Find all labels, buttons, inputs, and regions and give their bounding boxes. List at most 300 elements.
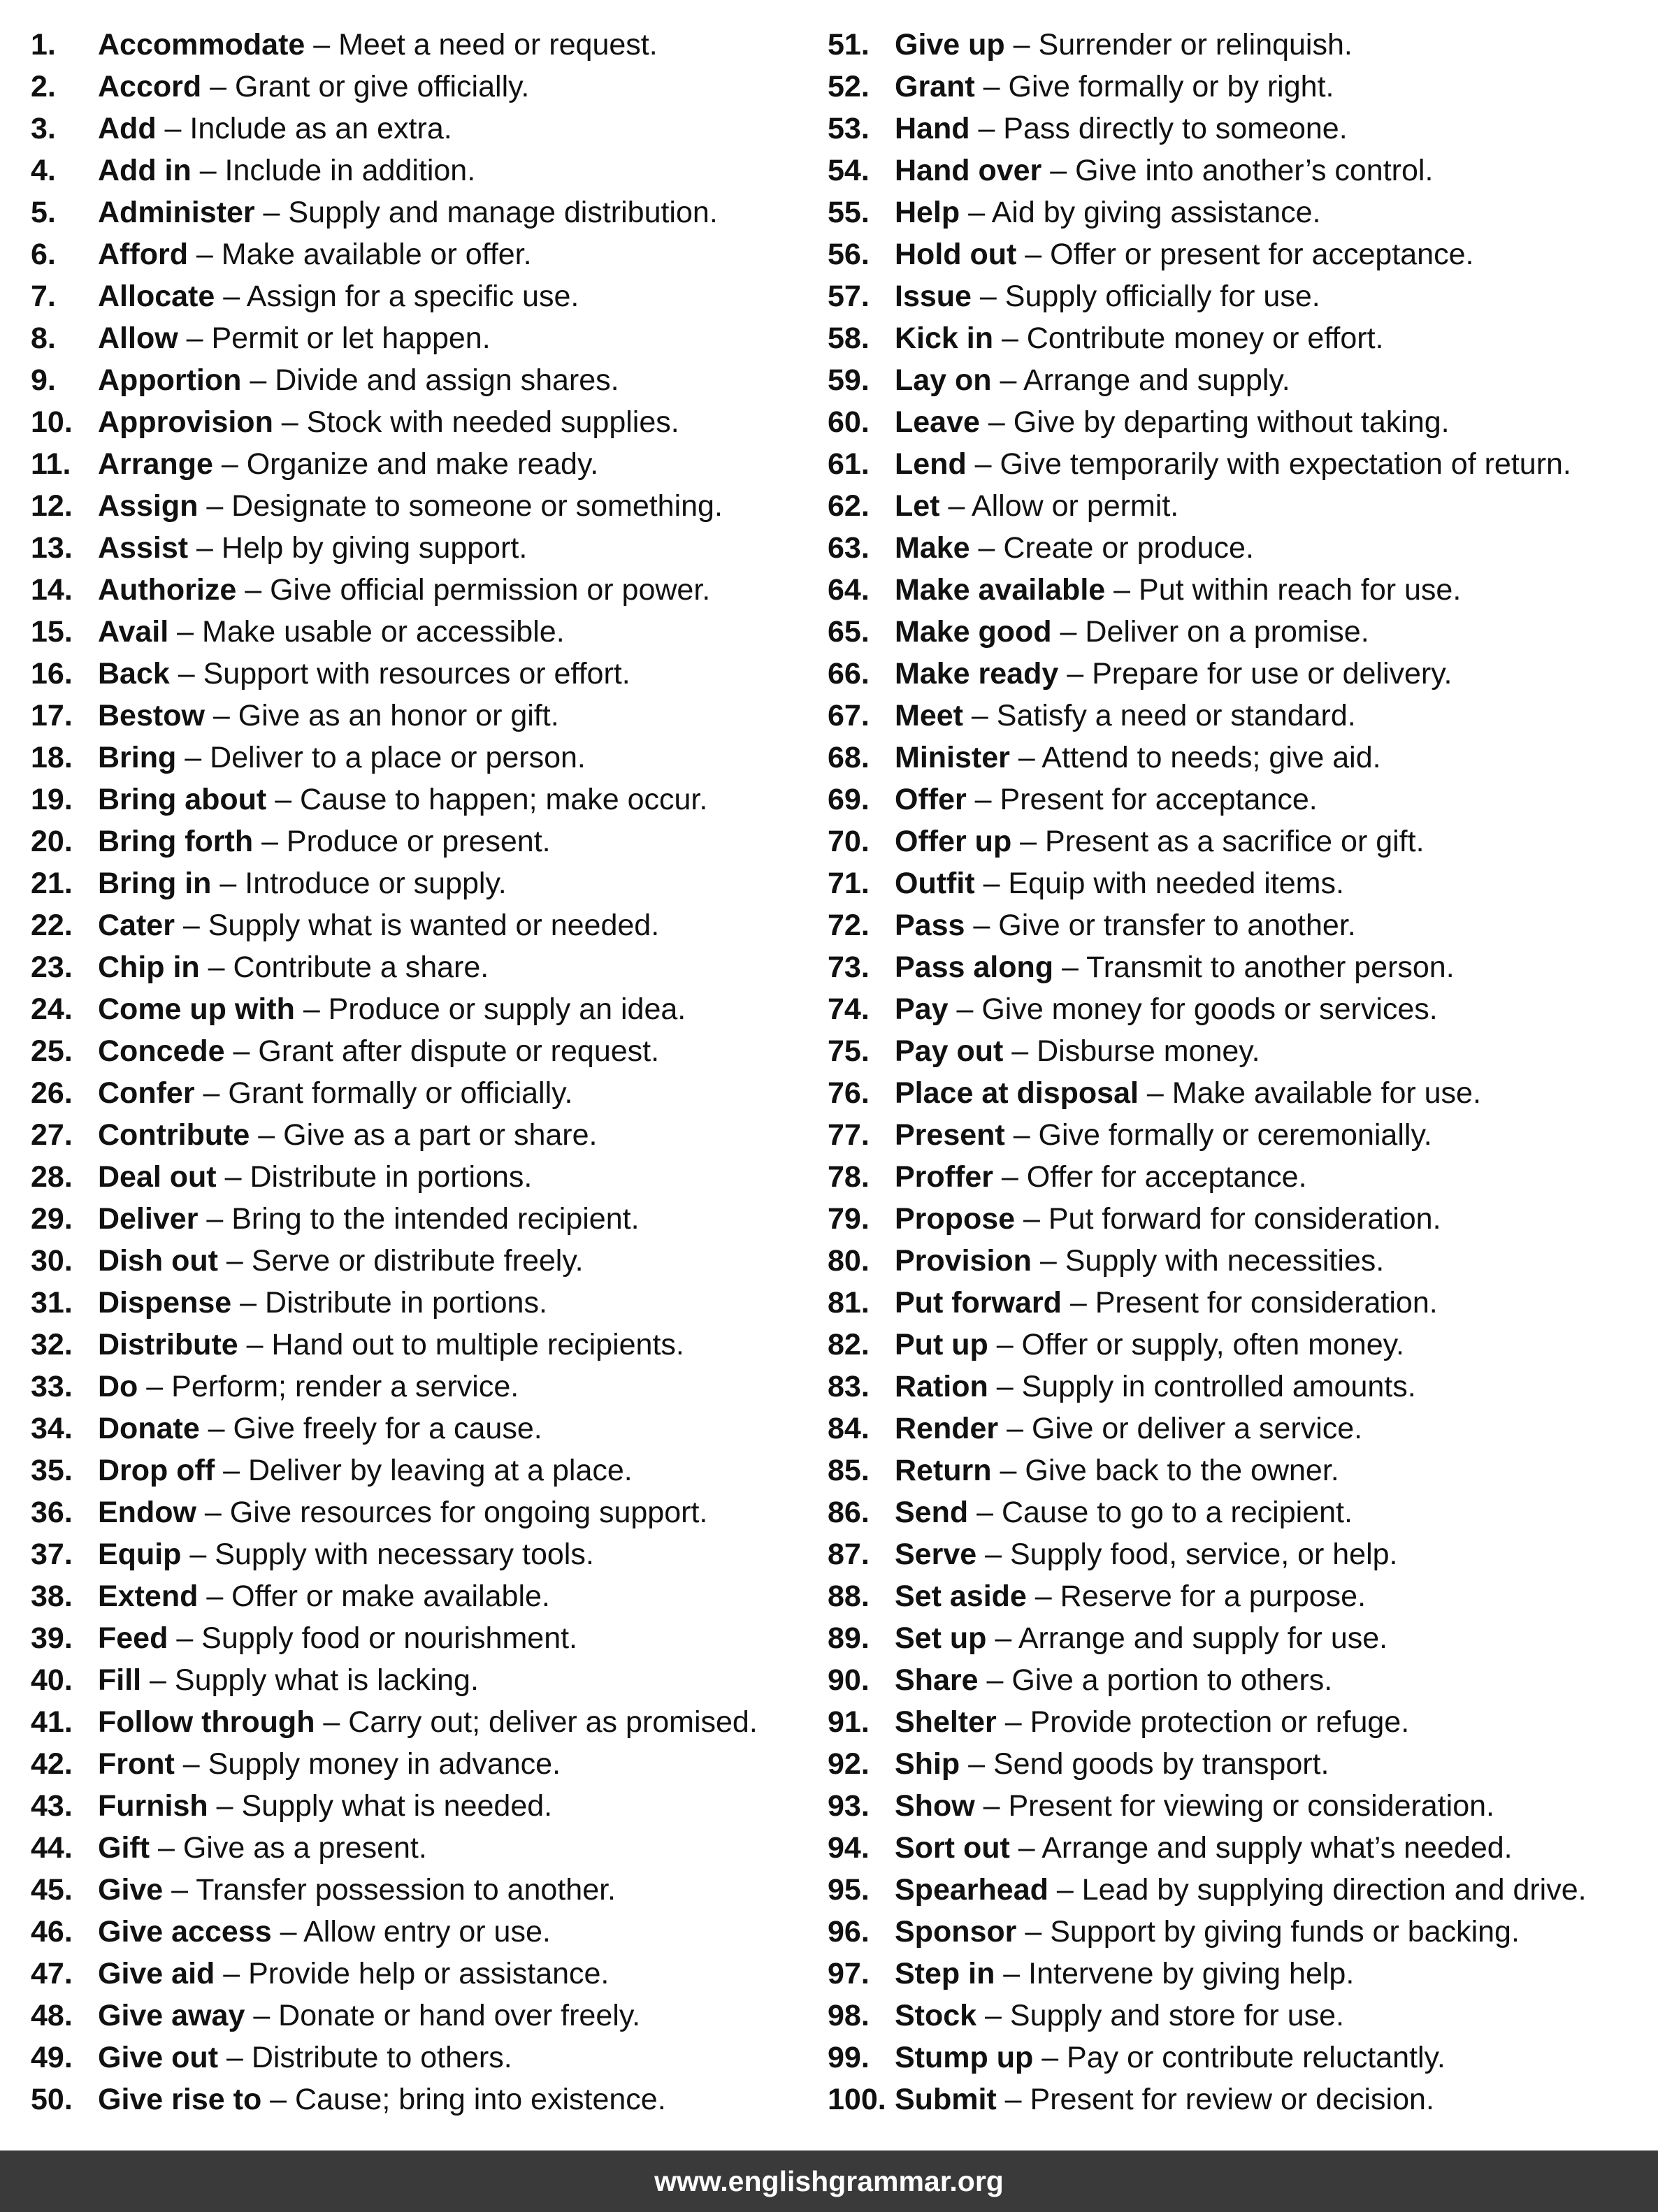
list-item xyxy=(828,150,1652,191)
list-item xyxy=(828,1282,1652,1324)
item-definition: – Pass directly to someone. xyxy=(969,112,1348,145)
item-term: Leave xyxy=(895,405,980,439)
list-item xyxy=(31,1030,814,1072)
item-term: Authorize xyxy=(98,573,237,607)
item-definition: – Deliver on a promise. xyxy=(1051,615,1369,649)
item-number: 42. xyxy=(31,1747,73,1781)
item-definition: – Present for review or decision. xyxy=(996,2083,1434,2116)
list-item xyxy=(31,2079,814,2120)
item-term: Return xyxy=(895,1454,992,1487)
item-term: Step in xyxy=(895,1957,995,1990)
item-number: 33. xyxy=(31,1370,73,1403)
item-definition: – Present for acceptance. xyxy=(966,783,1318,816)
list-item xyxy=(828,191,1652,233)
list-item xyxy=(31,1953,814,1995)
item-number: 84. xyxy=(828,1412,870,1445)
item-term: Put forward xyxy=(895,1286,1062,1320)
item-number: 89. xyxy=(828,1621,870,1655)
item-term: Offer up xyxy=(895,825,1012,858)
list-item xyxy=(828,1953,1652,1995)
item-term: Sort out xyxy=(895,1831,1010,1865)
item-term: Give up xyxy=(895,28,1005,62)
item-term: Allocate xyxy=(98,280,215,313)
item-number: 57. xyxy=(828,280,870,313)
item-definition: – Give as a present. xyxy=(150,1831,427,1865)
list-item xyxy=(31,1450,814,1491)
item-number: 14. xyxy=(31,573,73,607)
item-number: 58. xyxy=(828,321,870,355)
item-term: Cater xyxy=(98,909,175,942)
list-item xyxy=(828,1533,1652,1575)
item-term: Proffer xyxy=(895,1160,993,1194)
item-definition: – Supply what is needed. xyxy=(208,1789,553,1823)
list-item xyxy=(31,695,814,737)
item-definition: – Transmit to another person. xyxy=(1053,950,1455,984)
item-number: 83. xyxy=(828,1370,870,1403)
list-item xyxy=(31,1156,814,1198)
list-item xyxy=(828,1575,1652,1617)
item-number: 91. xyxy=(828,1705,870,1739)
item-term: Extend xyxy=(98,1580,199,1613)
item-term: Bring in xyxy=(98,867,212,900)
item-number: 8. xyxy=(31,321,56,355)
item-term: Follow through xyxy=(98,1705,315,1739)
item-number: 38. xyxy=(31,1580,73,1613)
list-item xyxy=(31,24,814,66)
list-item xyxy=(828,1240,1652,1282)
item-number: 27. xyxy=(31,1118,73,1152)
item-number: 28. xyxy=(31,1160,73,1194)
item-definition: – Grant after dispute or request. xyxy=(224,1034,660,1068)
list-item xyxy=(828,1785,1652,1827)
list-item xyxy=(828,66,1652,108)
list-item xyxy=(828,2037,1652,2079)
footer-bar xyxy=(0,2150,1658,2212)
list-item xyxy=(828,24,1652,66)
list-item xyxy=(31,1869,814,1911)
item-number: 10. xyxy=(31,405,73,439)
item-term: Feed xyxy=(98,1621,168,1655)
item-number: 86. xyxy=(828,1496,870,1529)
list-item xyxy=(828,317,1652,359)
list-item xyxy=(31,1491,814,1533)
list-item xyxy=(828,1156,1652,1198)
item-term: Pass along xyxy=(895,950,1054,984)
item-definition: – Hand out to multiple recipients. xyxy=(238,1328,684,1361)
item-term: Approvision xyxy=(98,405,273,439)
item-definition: – Give or transfer to another. xyxy=(965,909,1356,942)
item-term: Show xyxy=(895,1789,975,1823)
item-number: 64. xyxy=(828,573,870,607)
item-number: 31. xyxy=(31,1286,73,1320)
item-definition: – Cause; bring into existence. xyxy=(261,2083,666,2116)
list-item xyxy=(828,1659,1652,1701)
item-term: Submit xyxy=(895,2083,997,2116)
item-definition: – Arrange and supply what’s needed. xyxy=(1009,1831,1513,1865)
item-definition: – Include in addition. xyxy=(191,154,476,187)
item-number: 54. xyxy=(828,154,870,187)
list-item xyxy=(828,1743,1652,1785)
item-definition: – Disburse money. xyxy=(1003,1034,1260,1068)
item-number: 5. xyxy=(31,196,56,229)
item-definition: – Support by giving funds or backing. xyxy=(1016,1915,1520,1949)
item-definition: – Allow entry or use. xyxy=(271,1915,551,1949)
item-definition: – Bring to the intended recipient. xyxy=(198,1202,640,1236)
list-item xyxy=(31,150,814,191)
list-item xyxy=(31,2037,814,2079)
item-definition: – Stock with needed supplies. xyxy=(273,405,679,439)
list-item xyxy=(31,1785,814,1827)
list-item xyxy=(828,737,1652,779)
list-item xyxy=(31,191,814,233)
item-term: Fill xyxy=(98,1663,142,1697)
item-number: 40. xyxy=(31,1663,73,1697)
item-definition: – Give formally or by right. xyxy=(974,70,1334,103)
item-number: 60. xyxy=(828,405,870,439)
item-term: Issue xyxy=(895,280,972,313)
item-definition: – Designate to someone or something. xyxy=(198,489,723,523)
list-item xyxy=(31,527,814,569)
list-item xyxy=(828,1701,1652,1743)
item-number: 18. xyxy=(31,741,73,774)
item-term: Deal out xyxy=(98,1160,217,1194)
item-definition: – Supply and manage distribution. xyxy=(254,196,718,229)
item-number: 43. xyxy=(31,1789,73,1823)
item-number: 41. xyxy=(31,1705,73,1739)
list-item xyxy=(31,1198,814,1240)
list-item xyxy=(31,401,814,443)
item-definition: – Grant formally or officially. xyxy=(194,1076,573,1110)
list-item xyxy=(828,904,1652,946)
list-item xyxy=(31,1366,814,1408)
item-term: Avail xyxy=(98,615,169,649)
list-item xyxy=(31,988,814,1030)
item-definition: – Make usable or accessible. xyxy=(168,615,565,649)
list-item xyxy=(31,946,814,988)
item-definition: – Present as a sacrifice or gift. xyxy=(1011,825,1425,858)
item-definition: – Offer for acceptance. xyxy=(993,1160,1307,1194)
item-definition: – Supply food or nourishment. xyxy=(168,1621,577,1655)
list-item xyxy=(31,779,814,821)
item-term: Offer xyxy=(895,783,967,816)
list-item xyxy=(31,485,814,527)
item-definition: – Cause to happen; make occur. xyxy=(266,783,708,816)
item-term: Endow xyxy=(98,1496,196,1529)
item-definition: – Support with resources or effort. xyxy=(169,657,630,691)
item-term: Give out xyxy=(98,2041,219,2074)
item-number: 88. xyxy=(828,1580,870,1613)
item-term: Send xyxy=(895,1496,969,1529)
list-item xyxy=(31,1911,814,1953)
item-definition: – Present for consideration. xyxy=(1061,1286,1438,1320)
item-definition: – Present for viewing or consideration. xyxy=(974,1789,1494,1823)
item-definition: – Pay or contribute reluctantly. xyxy=(1033,2041,1446,2074)
list-item xyxy=(31,1575,814,1617)
item-definition: – Give back to the owner. xyxy=(991,1454,1339,1487)
item-definition: – Supply what is wanted or needed. xyxy=(174,909,660,942)
item-number: 75. xyxy=(828,1034,870,1068)
item-number: 29. xyxy=(31,1202,73,1236)
item-number: 80. xyxy=(828,1244,870,1278)
item-definition: – Give official permission or power. xyxy=(236,573,711,607)
item-term: Let xyxy=(895,489,940,523)
item-definition: – Give or deliver a service. xyxy=(998,1412,1363,1445)
item-number: 69. xyxy=(828,783,870,816)
item-number: 68. xyxy=(828,741,870,774)
item-number: 82. xyxy=(828,1328,870,1361)
item-number: 94. xyxy=(828,1831,870,1865)
item-definition: – Meet a need or request. xyxy=(305,28,658,62)
item-definition: – Carry out; deliver as promised. xyxy=(315,1705,758,1739)
list-item xyxy=(31,737,814,779)
item-definition: – Supply with necessary tools. xyxy=(181,1538,594,1571)
item-number: 44. xyxy=(31,1831,73,1865)
item-definition: – Supply and store for use. xyxy=(976,1999,1344,2032)
item-term: Propose xyxy=(895,1202,1016,1236)
list-item xyxy=(828,1408,1652,1450)
item-definition: – Give by departing without taking. xyxy=(979,405,1450,439)
item-number: 45. xyxy=(31,1873,73,1907)
list-item xyxy=(828,1366,1652,1408)
item-definition: – Produce or present. xyxy=(253,825,551,858)
list-item xyxy=(828,1995,1652,2037)
item-term: Make available xyxy=(895,573,1106,607)
item-term: Accommodate xyxy=(98,28,305,62)
item-definition: – Arrange and supply for use. xyxy=(986,1621,1388,1655)
item-number: 53. xyxy=(828,112,870,145)
item-number: 52. xyxy=(828,70,870,103)
list-item xyxy=(828,1072,1652,1114)
item-term: Outfit xyxy=(895,867,975,900)
list-item xyxy=(31,275,814,317)
item-term: Pass xyxy=(895,909,965,942)
item-term: Kick in xyxy=(895,321,993,355)
list-item xyxy=(828,527,1652,569)
list-item xyxy=(828,485,1652,527)
item-number: 87. xyxy=(828,1538,870,1571)
item-number: 99. xyxy=(828,2041,870,2074)
item-term: Contribute xyxy=(98,1118,250,1152)
item-term: Do xyxy=(98,1370,138,1403)
item-term: Provision xyxy=(895,1244,1032,1278)
item-term: Hand xyxy=(895,112,970,145)
item-definition: – Give a portion to others. xyxy=(978,1663,1333,1697)
item-number: 59. xyxy=(828,363,870,397)
item-number: 100. xyxy=(828,2083,886,2116)
right-column xyxy=(828,24,1652,2120)
item-term: Add in xyxy=(98,154,192,187)
item-term: Drop off xyxy=(98,1454,215,1487)
item-number: 36. xyxy=(31,1496,73,1529)
list-item xyxy=(828,2079,1652,2120)
item-number: 34. xyxy=(31,1412,73,1445)
list-item xyxy=(828,1030,1652,1072)
list-item xyxy=(828,275,1652,317)
item-term: Chip in xyxy=(98,950,200,984)
item-term: Pay out xyxy=(895,1034,1004,1068)
list-item xyxy=(31,443,814,485)
item-number: 46. xyxy=(31,1915,73,1949)
list-item xyxy=(828,1911,1652,1953)
item-definition: – Put within reach for use. xyxy=(1105,573,1462,607)
item-definition: – Give into another’s control. xyxy=(1041,154,1434,187)
list-item xyxy=(828,946,1652,988)
list-item xyxy=(31,1072,814,1114)
item-number: 17. xyxy=(31,699,73,732)
item-definition: – Supply money in advance. xyxy=(174,1747,561,1781)
item-number: 74. xyxy=(828,992,870,1026)
item-term: Give aid xyxy=(98,1957,215,1990)
item-term: Accord xyxy=(98,70,202,103)
list-item xyxy=(828,401,1652,443)
item-definition: – Allow or permit. xyxy=(939,489,1179,523)
list-item xyxy=(31,1743,814,1785)
item-number: 1. xyxy=(31,28,56,62)
item-number: 79. xyxy=(828,1202,870,1236)
item-number: 2. xyxy=(31,70,56,103)
item-term: Share xyxy=(895,1663,979,1697)
item-definition: – Attend to needs; give aid. xyxy=(1009,741,1381,774)
item-number: 9. xyxy=(31,363,56,397)
list-item xyxy=(828,653,1652,695)
list-item xyxy=(828,1827,1652,1869)
list-item xyxy=(31,1114,814,1156)
item-term: Present xyxy=(895,1118,1005,1152)
item-term: Give rise to xyxy=(98,2083,262,2116)
item-number: 90. xyxy=(828,1663,870,1697)
list-item xyxy=(31,1995,814,2037)
item-term: Bestow xyxy=(98,699,205,732)
item-term: Lend xyxy=(895,447,967,481)
item-definition: – Supply what is lacking. xyxy=(141,1663,479,1697)
item-term: Give access xyxy=(98,1915,272,1949)
list-item xyxy=(31,1282,814,1324)
item-definition: – Send goods by transport. xyxy=(960,1747,1329,1781)
item-number: 13. xyxy=(31,531,73,565)
item-definition: – Surrender or relinquish. xyxy=(1004,28,1353,62)
list-item xyxy=(31,1701,814,1743)
list-item xyxy=(828,233,1652,275)
item-term: Assign xyxy=(98,489,199,523)
item-number: 24. xyxy=(31,992,73,1026)
item-number: 93. xyxy=(828,1789,870,1823)
item-definition: – Provide help or assistance. xyxy=(215,1957,610,1990)
item-number: 73. xyxy=(828,950,870,984)
item-number: 37. xyxy=(31,1538,73,1571)
item-definition: – Distribute to others. xyxy=(218,2041,512,2074)
item-definition: – Deliver by leaving at a place. xyxy=(215,1454,633,1487)
item-definition: – Make available for use. xyxy=(1138,1076,1481,1110)
list-item xyxy=(828,1450,1652,1491)
item-number: 76. xyxy=(828,1076,870,1110)
item-number: 50. xyxy=(31,2083,73,2116)
item-number: 65. xyxy=(828,615,870,649)
item-definition: – Provide protection or refuge. xyxy=(996,1705,1410,1739)
list-item xyxy=(31,569,814,611)
list-item xyxy=(31,1827,814,1869)
item-definition: – Serve or distribute freely. xyxy=(217,1244,584,1278)
item-number: 25. xyxy=(31,1034,73,1068)
list-item xyxy=(31,904,814,946)
list-item xyxy=(828,443,1652,485)
item-number: 71. xyxy=(828,867,870,900)
item-term: Apportion xyxy=(98,363,242,397)
item-definition: – Supply food, service, or help. xyxy=(976,1538,1398,1571)
item-term: Gift xyxy=(98,1831,150,1865)
item-number: 78. xyxy=(828,1160,870,1194)
item-number: 62. xyxy=(828,489,870,523)
item-number: 19. xyxy=(31,783,73,816)
list-item xyxy=(31,1240,814,1282)
item-number: 11. xyxy=(31,447,71,481)
list-item xyxy=(828,1198,1652,1240)
list-item xyxy=(31,66,814,108)
item-term: Give away xyxy=(98,1999,245,2032)
item-number: 67. xyxy=(828,699,870,732)
item-number: 4. xyxy=(31,154,56,187)
item-number: 63. xyxy=(828,531,870,565)
item-definition: – Contribute money or effort. xyxy=(993,321,1384,355)
item-number: 92. xyxy=(828,1747,870,1781)
item-number: 55. xyxy=(828,196,870,229)
item-number: 22. xyxy=(31,909,73,942)
item-term: Sponsor xyxy=(895,1915,1017,1949)
item-term: Stump up xyxy=(895,2041,1034,2074)
list-item xyxy=(828,569,1652,611)
item-term: Make good xyxy=(895,615,1052,649)
item-definition: – Supply with necessities. xyxy=(1031,1244,1385,1278)
item-term: Put up xyxy=(895,1328,988,1361)
list-item xyxy=(828,1324,1652,1366)
list-item xyxy=(31,317,814,359)
item-definition: – Prepare for use or delivery. xyxy=(1058,657,1452,691)
item-term: Grant xyxy=(895,70,975,103)
item-term: Add xyxy=(98,112,157,145)
item-term: Bring forth xyxy=(98,825,254,858)
item-term: Furnish xyxy=(98,1789,208,1823)
item-term: Make ready xyxy=(895,657,1059,691)
item-definition: – Distribute in portions. xyxy=(216,1160,533,1194)
item-number: 95. xyxy=(828,1873,870,1907)
item-term: Render xyxy=(895,1412,999,1445)
list-item xyxy=(828,862,1652,904)
item-term: Spearhead xyxy=(895,1873,1048,1907)
item-definition: – Give as an honor or gift. xyxy=(204,699,559,732)
item-term: Distribute xyxy=(98,1328,238,1361)
list-item xyxy=(828,988,1652,1030)
list-item xyxy=(828,1617,1652,1659)
list-item xyxy=(31,359,814,401)
item-number: 32. xyxy=(31,1328,73,1361)
footer-url[interactable]: www.englishgrammar.org xyxy=(654,2165,1004,2197)
item-number: 12. xyxy=(31,489,73,523)
item-definition: – Give as a part or share. xyxy=(250,1118,598,1152)
item-term: Confer xyxy=(98,1076,195,1110)
item-term: Hold out xyxy=(895,238,1017,271)
item-term: Administer xyxy=(98,196,255,229)
item-term: Set up xyxy=(895,1621,987,1655)
list-item xyxy=(828,1869,1652,1911)
item-term: Hand over xyxy=(895,154,1042,187)
item-term: Equip xyxy=(98,1538,182,1571)
item-definition: – Equip with needed items. xyxy=(974,867,1344,900)
item-definition: – Give resources for ongoing support. xyxy=(196,1496,708,1529)
item-definition: – Give freely for a cause. xyxy=(199,1412,542,1445)
item-term: Afford xyxy=(98,238,188,271)
list-item xyxy=(828,779,1652,821)
list-item xyxy=(31,1659,814,1701)
item-term: Shelter xyxy=(895,1705,997,1739)
